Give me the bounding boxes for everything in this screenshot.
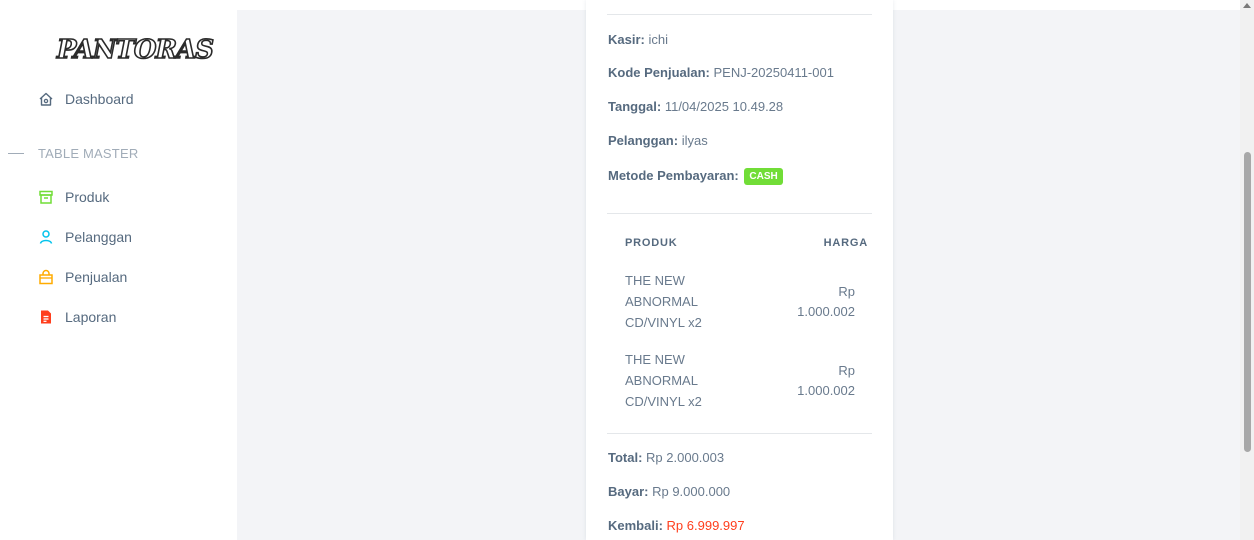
tanggal-row [608,99,783,114]
sidebar [0,0,237,540]
kembali-value: Rp 6.999.997 [666,518,745,533]
sidebar-item-laporan[interactable] [38,306,116,328]
shopping-bag-icon [38,269,54,285]
product-name-line: THE NEW [625,273,685,288]
product-name-line: THE NEW [625,352,685,367]
kode-penjualan-value: PENJ-20250411-001 [713,65,834,80]
kasir-label: Kasir: [608,32,645,47]
total-label: Total: [608,450,643,465]
price-cell [765,361,855,401]
tanggal-value: 11/04/2025 10.49.28 [664,99,784,114]
pelanggan-row [608,133,708,148]
scroll-up-arrow-icon[interactable] [1243,3,1251,8]
product-name-line: ABNORMAL [625,294,698,309]
kasir-row [608,32,668,47]
kembali-row [608,518,745,533]
sidebar-item-label: Dashboard [65,91,134,107]
metode-pembayaran-row [608,168,783,185]
metode-pembayaran-label: Metode Pembayaran: [608,168,739,183]
product-name-line: ABNORMAL [625,373,698,388]
kode-penjualan-label: Kode Penjualan: [608,65,710,80]
sidebar-item-pelanggan[interactable] [38,226,132,248]
page-scrollbar[interactable] [1240,0,1254,540]
sidebar-item-label: Pelanggan [65,229,132,245]
user-icon [38,229,54,245]
price-currency: Rp [838,284,855,299]
scrollbar-thumb[interactable] [1244,152,1251,452]
kembali-label: Kembali: [608,518,663,533]
section-divider [8,153,24,154]
sidebar-item-dashboard[interactable] [38,88,134,110]
receipt-card [586,0,893,540]
box-icon [38,189,54,205]
kasir-value: ichi [648,32,668,47]
divider [607,433,872,434]
sidebar-item-label: Penjualan [65,269,128,285]
total-row [608,450,724,465]
price-cell [765,282,855,322]
sidebar-item-label: Laporan [65,309,117,325]
divider [607,14,872,15]
menu-section-header [0,143,138,163]
payment-method-badge: CASH [744,168,782,185]
svg-text:PANTORAS: PANTORAS [56,35,214,65]
table-row [625,349,702,412]
kode-penjualan-row [608,65,834,80]
table-row [625,270,702,333]
column-header-harga: HARGA [823,237,868,249]
bayar-row [608,484,730,499]
total-value: Rp 2.000.003 [646,450,725,465]
price-amount: 1.000.002 [797,304,855,319]
tanggal-label: Tanggal: [608,99,662,114]
sidebar-item-label: Produk [65,189,110,205]
brand-logo[interactable] [56,24,214,72]
product-name-line: CD/VINYL x2 [625,394,702,409]
bayar-value: Rp 9.000.000 [652,484,731,499]
column-header-produk: PRODUK [625,237,678,249]
price-amount: 1.000.002 [797,383,855,398]
sidebar-item-produk[interactable] [38,186,109,208]
section-header-label: TABLE MASTER [38,145,139,161]
sidebar-item-penjualan[interactable] [38,266,127,288]
pelanggan-label: Pelanggan: [608,133,679,148]
home-icon [38,91,54,107]
divider [607,213,872,214]
bayar-label: Bayar: [608,484,649,499]
product-name-line: CD/VINYL x2 [625,315,702,330]
price-currency: Rp [838,363,855,378]
file-icon [38,309,54,325]
pelanggan-value: ilyas [681,133,708,148]
